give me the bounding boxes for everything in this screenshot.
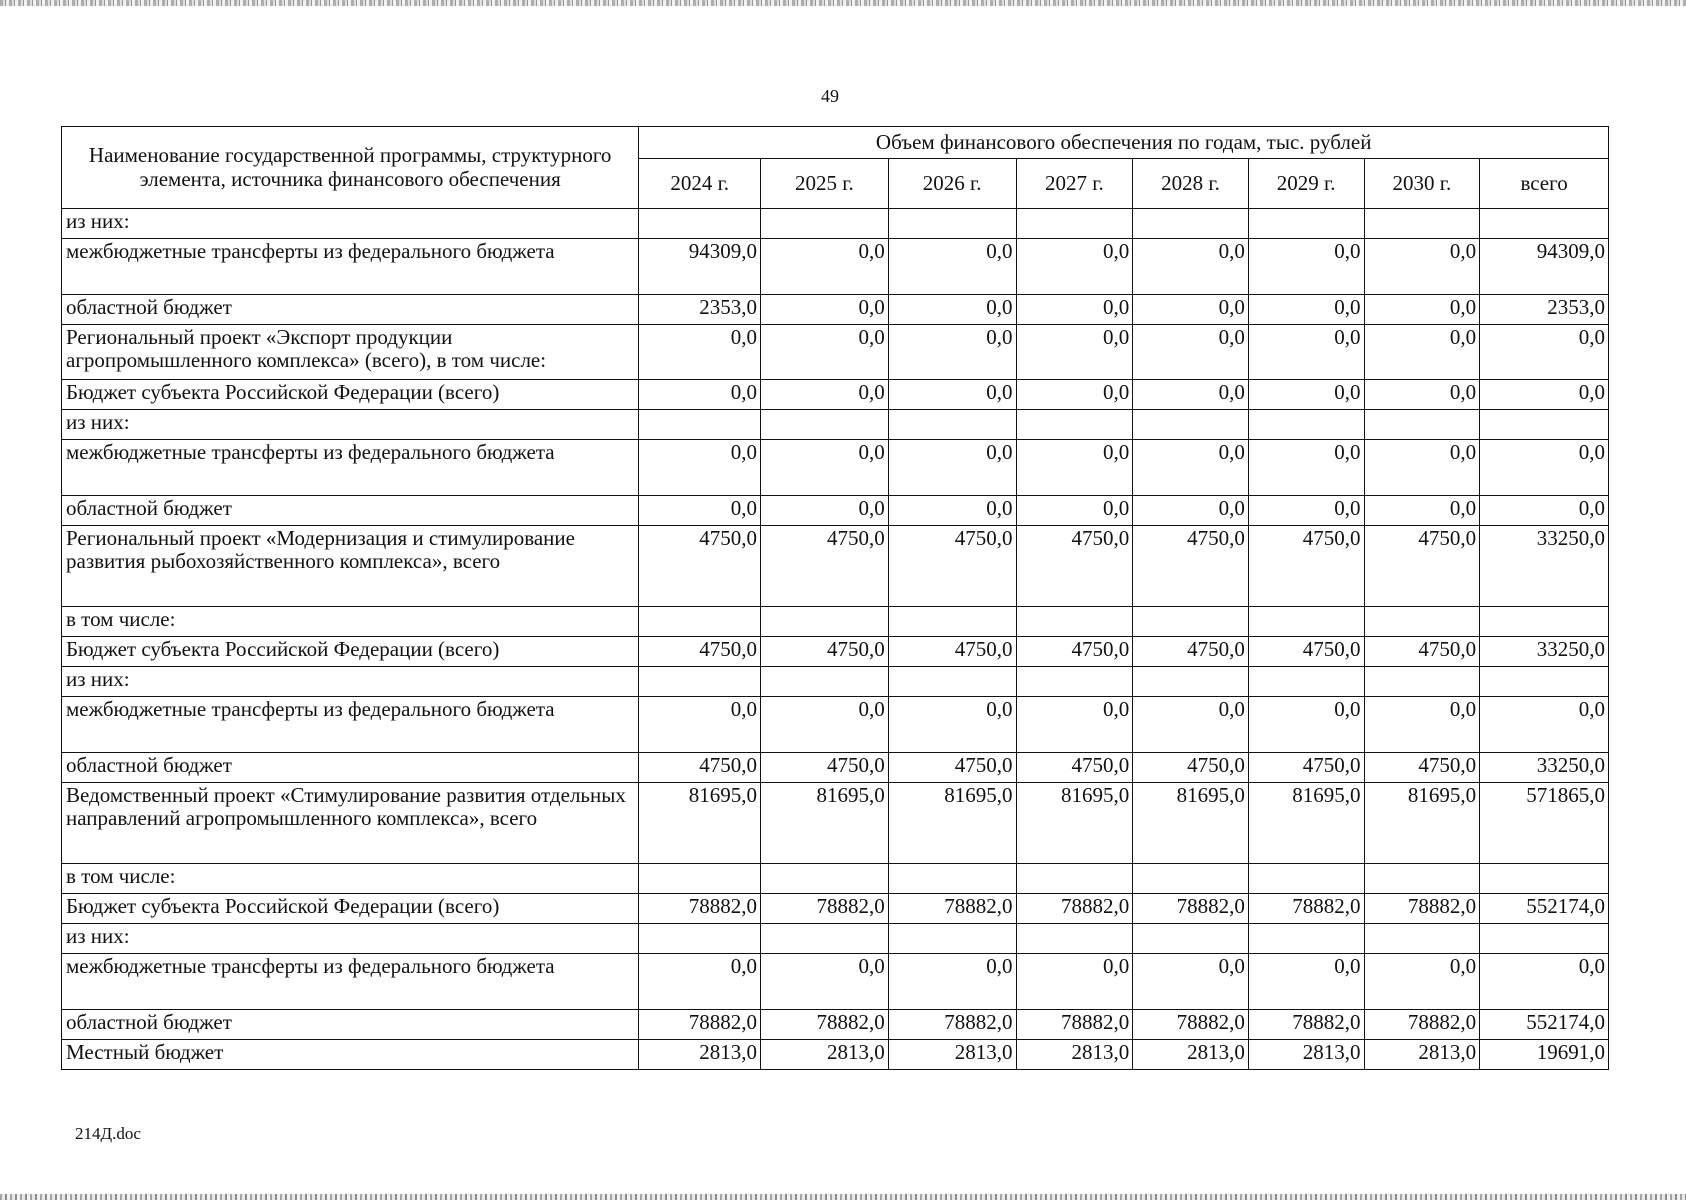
value-cell [1248,209,1364,239]
table-row [62,637,1609,667]
value-cell [1133,864,1249,894]
row-name-cell: в том числе: [62,607,639,637]
value-cell [888,209,1016,239]
value-cell: 2353,0 [1480,295,1609,325]
header-volume-title: Объем финансового обеспечения по годам, тыс. рублей [639,127,1609,159]
value-cell: 0,0 [1480,496,1609,526]
value-cell [1480,209,1609,239]
page-number: 49 [821,86,839,106]
value-cell: 0,0 [1016,295,1133,325]
value-cell: 0,0 [1248,325,1364,380]
value-cell: 0,0 [1133,325,1249,380]
value-cell: 0,0 [1133,496,1249,526]
value-cell: 0,0 [1480,954,1609,1010]
value-cell: 0,0 [888,380,1016,410]
row-name-cell: областной бюджет [62,1010,639,1040]
value-cell [761,924,889,954]
value-cell: 4750,0 [1133,637,1249,667]
value-cell: 0,0 [761,954,889,1010]
value-cell: 78882,0 [1364,1010,1480,1040]
table-row [62,410,1609,440]
table-row [62,526,1609,607]
value-cell [1248,607,1364,637]
value-cell: 552174,0 [1480,894,1609,924]
value-cell: 78882,0 [1133,894,1249,924]
value-cell: 0,0 [639,697,761,753]
value-cell: 78882,0 [1364,894,1480,924]
value-cell: 78882,0 [639,1010,761,1040]
value-cell: 0,0 [761,496,889,526]
value-cell: 0,0 [1248,295,1364,325]
value-cell: 4750,0 [1016,526,1133,607]
value-cell [761,607,889,637]
value-cell: 0,0 [1016,954,1133,1010]
value-cell: 81695,0 [888,783,1016,864]
value-cell [639,410,761,440]
table-row [62,380,1609,410]
value-cell: 0,0 [1480,325,1609,380]
row-name-cell: из них: [62,924,639,954]
header-year-2029: 2029 г. [1248,159,1364,209]
value-cell: 0,0 [639,380,761,410]
value-cell: 2813,0 [1364,1040,1480,1070]
value-cell: 4750,0 [761,637,889,667]
value-cell: 81695,0 [1133,783,1249,864]
value-cell: 2813,0 [888,1040,1016,1070]
table-row [62,325,1609,380]
value-cell: 4750,0 [761,753,889,783]
value-cell: 0,0 [888,325,1016,380]
value-cell: 0,0 [1364,496,1480,526]
table-row [62,667,1609,697]
value-cell [1364,667,1480,697]
row-name-cell: из них: [62,209,639,239]
table-row [62,783,1609,864]
value-cell: 4750,0 [888,753,1016,783]
value-cell: 0,0 [888,239,1016,295]
value-cell [639,209,761,239]
value-cell: 0,0 [1364,295,1480,325]
value-cell [1248,410,1364,440]
table-row [62,239,1609,295]
value-cell: 81695,0 [1248,783,1364,864]
file-reference: 214Д.doc [75,1124,141,1143]
value-cell: 0,0 [1133,697,1249,753]
row-name-cell: межбюджетные трансферты из федерального бюджета [62,954,639,1010]
value-cell: 0,0 [1248,440,1364,496]
value-cell [1480,607,1609,637]
row-name-cell: Местный бюджет [62,1040,639,1070]
value-cell [1016,667,1133,697]
header-year-2030: 2030 г. [1364,159,1480,209]
value-cell: 81695,0 [639,783,761,864]
value-cell: 78882,0 [888,894,1016,924]
value-cell: 0,0 [1364,440,1480,496]
value-cell [888,924,1016,954]
value-cell [1364,864,1480,894]
value-cell: 2813,0 [761,1040,889,1070]
table-row [62,894,1609,924]
value-cell: 0,0 [1364,239,1480,295]
value-cell [1480,924,1609,954]
value-cell [888,667,1016,697]
value-cell: 33250,0 [1480,526,1609,607]
value-cell: 78882,0 [1016,894,1133,924]
value-cell: 0,0 [888,697,1016,753]
row-name-cell: областной бюджет [62,496,639,526]
row-name-cell: межбюджетные трансферты из федерального бюджета [62,440,639,496]
row-name-cell: областной бюджет [62,295,639,325]
value-cell: 0,0 [888,954,1016,1010]
value-cell: 4750,0 [639,753,761,783]
value-cell: 0,0 [1016,325,1133,380]
value-cell: 4750,0 [1133,753,1249,783]
value-cell: 4750,0 [639,637,761,667]
value-cell: 2813,0 [1133,1040,1249,1070]
value-cell: 2813,0 [1248,1040,1364,1070]
value-cell [639,607,761,637]
row-name-cell: Бюджет субъекта Российской Федерации (всего) [62,637,639,667]
value-cell: 0,0 [1480,380,1609,410]
value-cell: 4750,0 [1133,526,1249,607]
value-cell [639,864,761,894]
row-name-cell: межбюджетные трансферты из федерального бюджета [62,697,639,753]
value-cell: 0,0 [1480,440,1609,496]
value-cell: 0,0 [1133,954,1249,1010]
value-cell [888,410,1016,440]
value-cell: 4750,0 [888,637,1016,667]
value-cell: 81695,0 [1364,783,1480,864]
value-cell [1133,607,1249,637]
value-cell: 0,0 [639,325,761,380]
value-cell: 4750,0 [1364,637,1480,667]
header-year-2027: 2027 г. [1016,159,1133,209]
value-cell [1016,864,1133,894]
value-cell [1016,607,1133,637]
value-cell: 78882,0 [639,894,761,924]
row-name-cell: из них: [62,667,639,697]
value-cell: 0,0 [1133,440,1249,496]
value-cell: 2813,0 [1016,1040,1133,1070]
value-cell: 0,0 [888,496,1016,526]
table-row [62,1010,1609,1040]
value-cell: 81695,0 [1016,783,1133,864]
value-cell [1480,864,1609,894]
value-cell: 4750,0 [1248,753,1364,783]
table-row [62,295,1609,325]
value-cell: 552174,0 [1480,1010,1609,1040]
scan-edge-bottom [0,1194,1686,1200]
value-cell [1364,410,1480,440]
value-cell: 0,0 [1248,954,1364,1010]
value-cell [1016,924,1133,954]
value-cell: 78882,0 [761,894,889,924]
value-cell: 0,0 [639,440,761,496]
header-name-column: Наименование государственной программы, структурного элемента, источника финансового обеспечения [62,127,639,209]
value-cell: 0,0 [1248,697,1364,753]
value-cell [1364,924,1480,954]
value-cell: 0,0 [1480,697,1609,753]
value-cell: 0,0 [1016,697,1133,753]
value-cell: 4750,0 [1248,526,1364,607]
value-cell [1248,864,1364,894]
value-cell [639,667,761,697]
value-cell [761,864,889,894]
value-cell: 78882,0 [888,1010,1016,1040]
table-row [62,864,1609,894]
value-cell [761,209,889,239]
row-name-cell: областной бюджет [62,753,639,783]
table-row [62,209,1609,239]
value-cell: 0,0 [1364,325,1480,380]
value-cell [1364,209,1480,239]
value-cell [1016,209,1133,239]
value-cell: 0,0 [1248,239,1364,295]
table-row [62,697,1609,753]
value-cell: 571865,0 [1480,783,1609,864]
row-name-cell: Ведомственный проект «Стимулирование развития отдельных направлений агропромышленного комплекса», всего [62,783,639,864]
value-cell [639,924,761,954]
table-row [62,954,1609,1010]
value-cell [1133,667,1249,697]
header-year-2025: 2025 г. [761,159,889,209]
table-row [62,607,1609,637]
table-row [62,924,1609,954]
value-cell: 0,0 [888,440,1016,496]
value-cell: 0,0 [761,440,889,496]
value-cell: 0,0 [888,295,1016,325]
value-cell [1133,410,1249,440]
value-cell: 78882,0 [1133,1010,1249,1040]
value-cell: 4750,0 [1016,753,1133,783]
row-name-cell: Бюджет субъекта Российской Федерации (всего) [62,894,639,924]
value-cell: 0,0 [1133,295,1249,325]
value-cell: 0,0 [1133,380,1249,410]
value-cell: 4750,0 [1016,637,1133,667]
value-cell: 94309,0 [1480,239,1609,295]
row-name-cell: межбюджетные трансферты из федерального бюджета [62,239,639,295]
value-cell [1248,667,1364,697]
value-cell [1480,667,1609,697]
value-cell [1480,410,1609,440]
value-cell: 4750,0 [888,526,1016,607]
budget-table [61,126,1609,1070]
value-cell: 2813,0 [639,1040,761,1070]
value-cell [1133,924,1249,954]
value-cell: 0,0 [1016,440,1133,496]
value-cell: 33250,0 [1480,753,1609,783]
value-cell: 4750,0 [1248,637,1364,667]
value-cell [1364,607,1480,637]
value-cell [1016,410,1133,440]
value-cell: 0,0 [761,697,889,753]
header-year-2028: 2028 г. [1133,159,1249,209]
value-cell: 33250,0 [1480,637,1609,667]
header-row-top [62,127,1609,159]
value-cell [888,864,1016,894]
value-cell: 0,0 [639,954,761,1010]
value-cell: 0,0 [1016,496,1133,526]
value-cell: 0,0 [761,380,889,410]
value-cell: 0,0 [761,295,889,325]
value-cell: 94309,0 [639,239,761,295]
value-cell: 78882,0 [1016,1010,1133,1040]
value-cell: 0,0 [1248,496,1364,526]
value-cell [1133,209,1249,239]
table-row [62,753,1609,783]
value-cell [761,410,889,440]
value-cell: 81695,0 [761,783,889,864]
value-cell: 0,0 [761,239,889,295]
value-cell: 0,0 [1016,239,1133,295]
value-cell: 0,0 [1364,380,1480,410]
scan-edge-top [0,0,1686,6]
value-cell: 19691,0 [1480,1040,1609,1070]
table-row [62,496,1609,526]
row-name-cell: Бюджет субъекта Российской Федерации (всего) [62,380,639,410]
value-cell [761,667,889,697]
table-row [62,440,1609,496]
header-year-2026: 2026 г. [888,159,1016,209]
value-cell: 4750,0 [1364,753,1480,783]
value-cell: 78882,0 [1248,894,1364,924]
row-name-cell: Региональный проект «Модернизация и стимулирование развития рыбохозяйственного комплекса», всего [62,526,639,607]
value-cell [888,607,1016,637]
value-cell: 0,0 [1016,380,1133,410]
value-cell: 4750,0 [639,526,761,607]
value-cell [1248,924,1364,954]
table-body [62,209,1609,1070]
value-cell: 0,0 [761,325,889,380]
value-cell: 4750,0 [761,526,889,607]
value-cell: 0,0 [1364,697,1480,753]
value-cell: 0,0 [639,496,761,526]
value-cell: 4750,0 [1364,526,1480,607]
value-cell: 0,0 [1248,380,1364,410]
row-name-cell: Региональный проект «Экспорт продукции агропромышленного комплекса» (всего), в том числе: [62,325,639,380]
value-cell: 78882,0 [1248,1010,1364,1040]
header-total: всего [1480,159,1609,209]
row-name-cell: из них: [62,410,639,440]
header-year-2024: 2024 г. [639,159,761,209]
value-cell: 78882,0 [761,1010,889,1040]
row-name-cell: в том числе: [62,864,639,894]
value-cell: 0,0 [1364,954,1480,1010]
value-cell: 2353,0 [639,295,761,325]
table-row [62,1040,1609,1070]
value-cell: 0,0 [1133,239,1249,295]
